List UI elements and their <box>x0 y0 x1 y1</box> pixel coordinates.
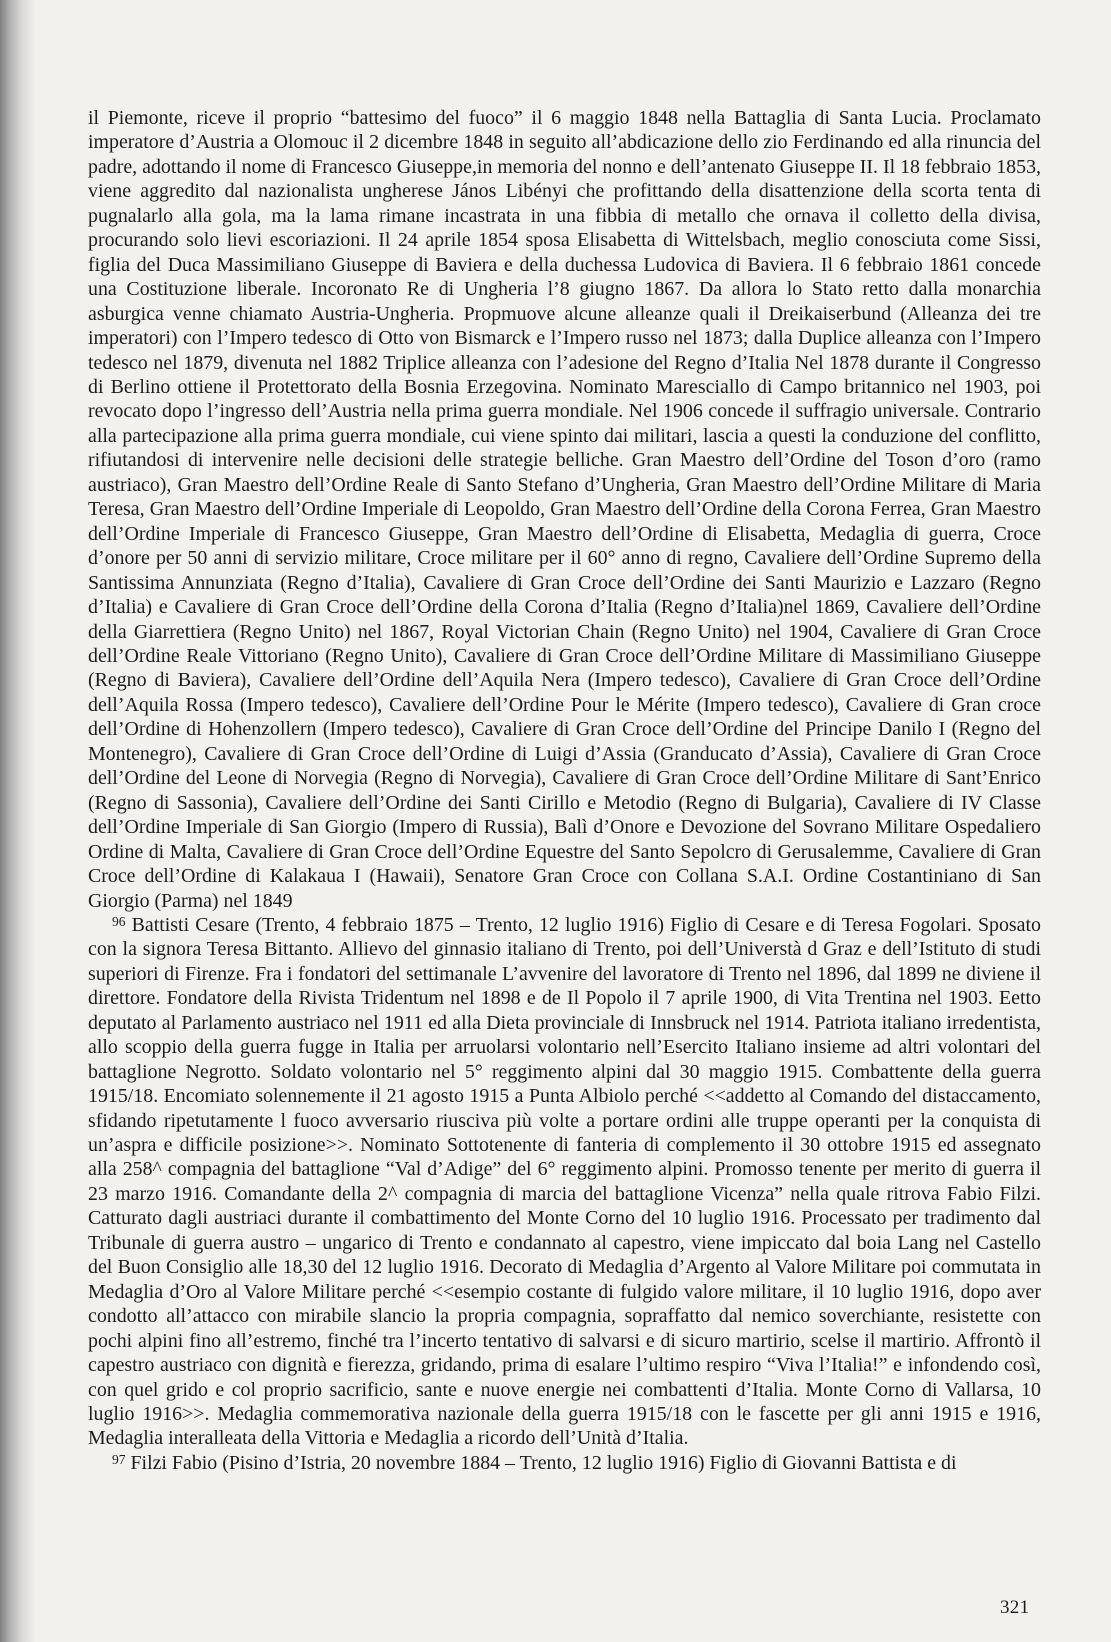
page-binding-shadow <box>0 0 36 1642</box>
page-text-block <box>88 106 1041 1475</box>
footnote-text: Filzi Fabio (Pisino d’Istria, 20 novembre 1884 – Trento, 12 luglio 1916) Figlio di Giovanni Battista e di <box>130 1451 957 1474</box>
footnote-96 <box>88 913 1041 1451</box>
footnote-number: 97 <box>112 1451 126 1467</box>
footnote-number: 96 <box>112 913 126 929</box>
footnote-text: Battisti Cesare (Trento, 4 febbraio 1875 – Trento, 12 luglio 1916) Figlio di Cesare e di Teresa Fogolari. Sposato con la signora Teresa Bittanto. Allievo del ginnasio italiano di Trento, poi dell’Universtà d Graz e dell’Istituto di studi superiori di Firenze. Fra i fondatori del settimanale L’avvenire del lavoratore di Trento nel 1896, dal 1899 ne diviene il direttore. Fondatore della Rivista Tridentum nel 1898 e de Il Popolo il 7 aprile 1900, di Vita Trentina nel 1903. Eetto deputato al Parlamento austriaco nel 1911 ed alla Dieta provinciale di Innsbruck nel 1914. Patriota italiano irredentista, allo scoppio della guerra fugge in Italia per arruolarsi volontario nell’Esercito Italiano insieme ad altri volontari del battaglione Negrotto. Soldato volontario nel 5° reggimento alpini dal 30 maggio 1915. Combattente della guerra 1915/18. Encomiato solennemente il 21 agosto 1915 a Punta Albiolo perché <<addetto al Comando del distaccamento, sfidando ripetutamente l fuoco avversario riusciva più volte a portare ordini alle truppe operanti per la conquista di un’aspra e difficile posizione>>. Nominato Sottotenente di fanteria di complemento il 30 ottobre 1915 ed assegnato alla 258^ compagnia del battaglione “Val d’Adige” del 6° reggimento alpini. Promosso tenente per merito di guerra il 23 marzo 1916. Comandante della 2^ compagnia di marcia del battaglione Vicenza” nella quale ritrova Fabio Filzi. Catturato dagli austriaci durante il combattimento del Monte Corno del 10 luglio 1916. Processato per tradimento dal Tribunale di guerra austro – ungarico di Trento e condannato al capestro, viene impiccato dal boia Lang nel Castello del Buon Consiglio alle 18,30 del 12 luglio 1916. Decorato di Medaglia d’Argento al Valore Militare poi commutata in Medaglia d’Oro al Valore Militare perché <<esempio costante di fulgido valore militare, il 10 luglio 1916, dopo aver condotto all’attacco con mirabile slancio la propria compagnia, sopraffatto dal nemico soverchiante, resistette con pochi alpini fino all’estremo, finché tra l’incerto tentativo di salvarsi e di sicuro martirio, scelse il martirio. Affrontò il capestro austriaco con dignità e fierezza, gridando, prima di esalare l’ultimo respiro “Viva l’Italia!” e infondendo così, con quel grido e col proprio sacrificio, sante e nuove energie nei combattenti d’Italia. Monte Corno di Vallarsa, 10 luglio 1916>>. Medaglia commemorativa nazionale della guerra 1915/18 con le fascette per gli anni 1915 e 1916, Medaglia interalleata della Vittoria e Medaglia a ricordo dell’Unità d’Italia. <box>88 913 1041 1450</box>
page-number: 321 <box>1000 1597 1030 1618</box>
body-paragraph: il Piemonte, riceve il proprio “battesimo del fuoco” il 6 maggio 1848 nella Battaglia di Santa Lucia. Proclamato imperatore d’Austria a Olomouc il 2 dicembre 1848 in seguito all’abdicazione dello zio Ferdinando ed alla rinuncia del padre, adottando il nome di Francesco Giuseppe,in memoria del nonno e dell’antenato Giuseppe II. Il 18 febbraio 1853, viene aggredito dal nazionalista ungherese János Libényi che profittando della disattenzione della scorta tenta di pugnalarlo alla gola, ma la lama rimane incastrata in una fibbia di metallo che ornava il colletto della divisa, procurando solo lievi escoriazioni. Il 24 aprile 1854 sposa Elisabetta di Wittelsbach, meglio conosciuta come Sissi, figlia del Duca Massimiliano Giuseppe di Baviera e della duchessa Ludovica di Baviera. Il 6 febbraio 1861 concede una Costituzione liberale. Incoronato Re di Ungheria l’8 giugno 1867. Da allora lo Stato retto dalla monarchia asburgica venne chiamato Austria-Ungheria. Propmuove alcune alleanze quali il Dreikaiserbund (Alleanza dei tre imperatori) con l’Impero tedesco di Otto von Bismarck e l’Impero russo nel 1873; dalla Duplice alleanza con l’Impero tedesco nel 1879, divenuta nel 1882 Triplice alleanza con l’adesione del Regno d’Italia Nel 1878 durante il Congresso di Berlino ottiene il Protettorato della Bosnia Erzegovina. Nominato Maresciallo di Campo britannico nel 1903, poi revocato dopo l’ingresso dell’Austria nella prima guerra mondiale. Nel 1906 concede il suffragio universale. Contrario alla partecipazione alla prima guerra mondiale, cui viene spinto dai militari, lascia a questi la conduzione del conflitto, rifiutandosi di intervenire nelle decisioni delle strategie belliche. Gran Maestro dell’Ordine del Toson d’oro (ramo austriaco), Gran Maestro dell’Ordine Reale di Santo Stefano d’Ungheria, Gran Maestro dell’Ordine Militare di Maria Teresa, Gran Maestro dell’Ordine Imperiale di Leopoldo, Gran Maestro dell’Ordine della Corona Ferrea, Gran Maestro dell’Ordine Imperiale di Francesco Giuseppe, Gran Maestro dell’Ordine di Elisabetta, Medaglia di guerra, Croce d’onore per 50 anni di servizio militare, Croce militare per il 60° anno di regno, Cavaliere dell’Ordine Supremo della Santissima Annunziata (Regno d’Italia), Cavaliere di Gran Croce dell’Ordine dei Santi Maurizio e Lazzaro (Regno d’Italia) e Cavaliere di Gran Croce dell’Ordine della Corona d’Italia (Regno d’Italia)nel 1869, Cavaliere dell’Ordine della Giarrettiera (Regno Unito) nel 1867, Royal Victorian Chain (Regno Unito) nel 1904, Cavaliere di Gran Croce dell’Ordine Reale Vittoriano (Regno Unito), Cavaliere di Gran Croce dell’Ordine Militare di Massimiliano Giuseppe (Regno di Baviera), Cavaliere dell’Ordine dell’Aquila Nera (Impero tedesco), Cavaliere di Gran Croce dell’Ordine dell’Aquila Rossa (Impero tedesco), Cavaliere dell’Ordine Pour le Mérite (Impero tedesco), Cavaliere di Gran croce dell’Ordine di Hohenzollern (Impero tedesco), Cavaliere di Gran Croce dell’Ordine del Principe Danilo I (Regno del Montenegro), Cavaliere di Gran Croce dell’Ordine di Luigi d’Assia (Granducato d’Assia), Cavaliere di Gran Croce dell’Ordine del Leone di Norvegia (Regno di Norvegia), Cavaliere di Gran Croce dell’Ordine Militare di Sant’Enrico (Regno di Sassonia), Cavaliere dell’Ordine dei Santi Cirillo e Metodio (Regno di Bulgaria), Cavaliere di IV Classe dell’Ordine Imperiale di San Giorgio (Impero di Russia), Balì d’Onore e Devozione del Sovrano Militare Ospedaliero Ordine di Malta, Cavaliere di Gran Croce dell’Ordine Equestre del Santo Sepolcro di Gerusalemme, Cavaliere di Gran Croce dell’Ordine di Kalakaua I (Hawaii), Senatore Gran Croce con Collana S.A.I. Ordine Costantiniano di San Giorgio (Parma) nel 1849 <box>88 107 1041 912</box>
footnote-97 <box>88 1451 1041 1475</box>
